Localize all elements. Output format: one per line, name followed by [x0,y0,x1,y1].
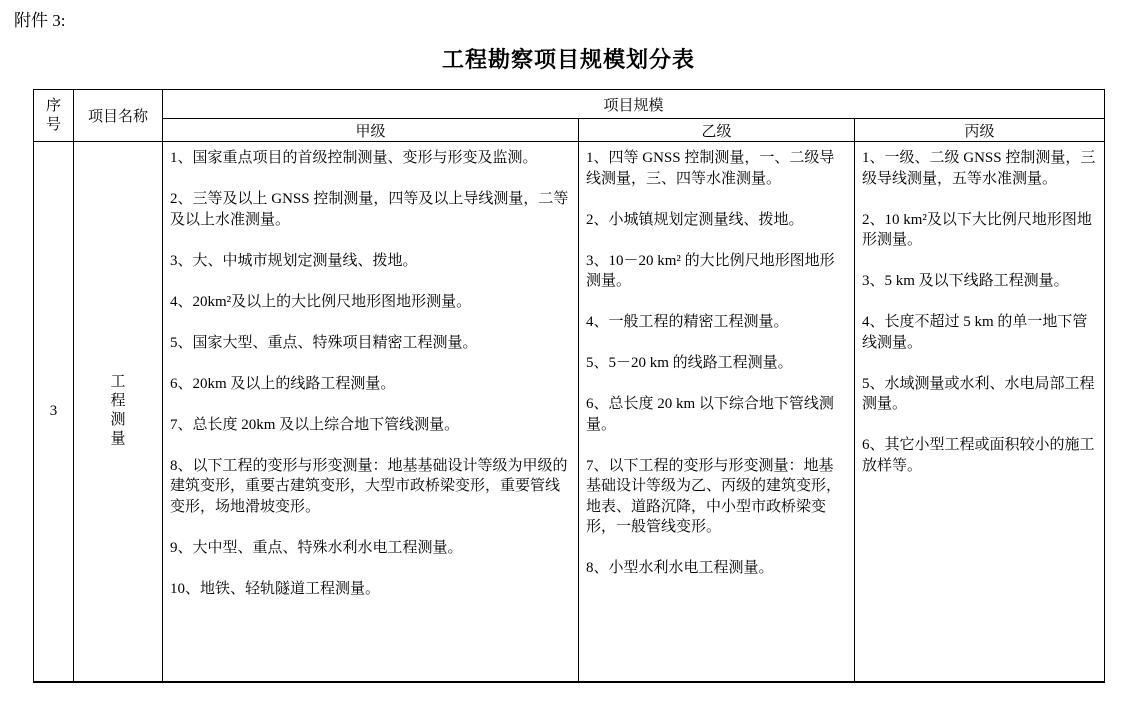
scale-item: 6、20km 及以上的线路工程测量。 [170,375,396,392]
project-scale-table [33,89,1105,683]
grade-b-item-list [579,142,854,579]
scale-item: 10、地铁、轻轨隧道工程测量。 [170,580,381,597]
scale-item: 9、大中型、重点、特殊水利水电工程测量。 [170,539,463,556]
cell-grade-c-items [855,142,1105,682]
scale-item: 5、5－20 km 的线路工程测量。 [586,355,793,371]
scale-item: 3、大、中城市规划定测量线、拨地。 [170,252,418,269]
table-row [34,142,1105,682]
cell-grade-b-items [579,142,855,682]
header-project-name: 项目名称 [74,90,163,142]
grade-a-item-list [163,142,578,599]
scale-item: 4、20km²及以上的大比例尺地形图地形测量。 [170,293,472,310]
scale-item: 3、10－20 km² 的大比例尺地形图地形测量。 [586,252,835,289]
scale-item: 8、以下工程的变形与形变测量：地基基础设计等级为甲级的建筑变形，重要古建筑变形，大型市政桥梁变形，重要管线变形，场地滑坡变形。 [170,457,568,515]
table-header-row-2 [34,119,1105,142]
attachment-label: 附件 3: [14,11,66,30]
scale-item: 5、水域测量或水利、水电局部工程测量。 [862,375,1095,412]
scale-item: 1、国家重点项目的首级控制测量、变形与形变及监测。 [170,150,538,166]
header-serial-number [34,90,74,142]
scale-item: 7、总长度 20km 及以上综合地下管线测量。 [170,416,460,433]
grade-c-item-list [855,142,1104,476]
scale-item: 7、以下工程的变形与形变测量：地基基础设计等级为乙、丙级的建筑变形，地表、道路沉降，中小型市政桥梁变形，一般管线变形。 [586,457,842,535]
scale-item: 1、四等 GNSS 控制测量，一、二级导线测量，三、四等水准测量。 [586,150,835,187]
scale-item: 1、一级、二级 GNSS 控制测量，三级导线测量，五等水准测量。 [862,150,1096,187]
table-header-row-1 [34,90,1105,119]
cell-serial-number: 3 [34,142,74,682]
header-serial-number-label: 序号 [46,97,62,133]
scale-item: 5、国家大型、重点、特殊项目精密工程测量。 [170,334,478,351]
scale-item: 2、10 km²及以下大比例尺地形图地形测量。 [862,211,1092,248]
cell-project-name [74,142,163,682]
scale-item: 6、总长度 20 km 以下综合地下管线测量。 [586,396,834,433]
header-grade-a: 甲级 [163,119,579,142]
header-grade-b: 乙级 [579,119,855,142]
scale-item: 2、三等及以上 GNSS 控制测量，四等及以上导线测量，二等及以上水准测量。 [170,191,569,228]
header-project-scale: 项目规模 [163,90,1105,119]
scale-item: 4、长度不超过 5 km 的单一地下管线测量。 [862,314,1088,351]
scale-item: 8、小型水利水电工程测量。 [586,560,774,576]
scale-item: 4、一般工程的精密工程测量。 [586,314,789,330]
project-name-label: 工程测量 [110,374,126,448]
header-grade-c: 丙级 [855,119,1105,142]
scale-item: 6、其它小型工程或面积较小的施工放样等。 [862,437,1095,474]
scale-item: 2、小城镇规划定测量线、拨地。 [586,211,804,228]
scale-item: 3、5 km 及以下线路工程测量。 [862,273,1069,289]
cell-grade-a-items [163,142,579,682]
page-title: 工程勘察项目规模划分表 [441,47,695,72]
